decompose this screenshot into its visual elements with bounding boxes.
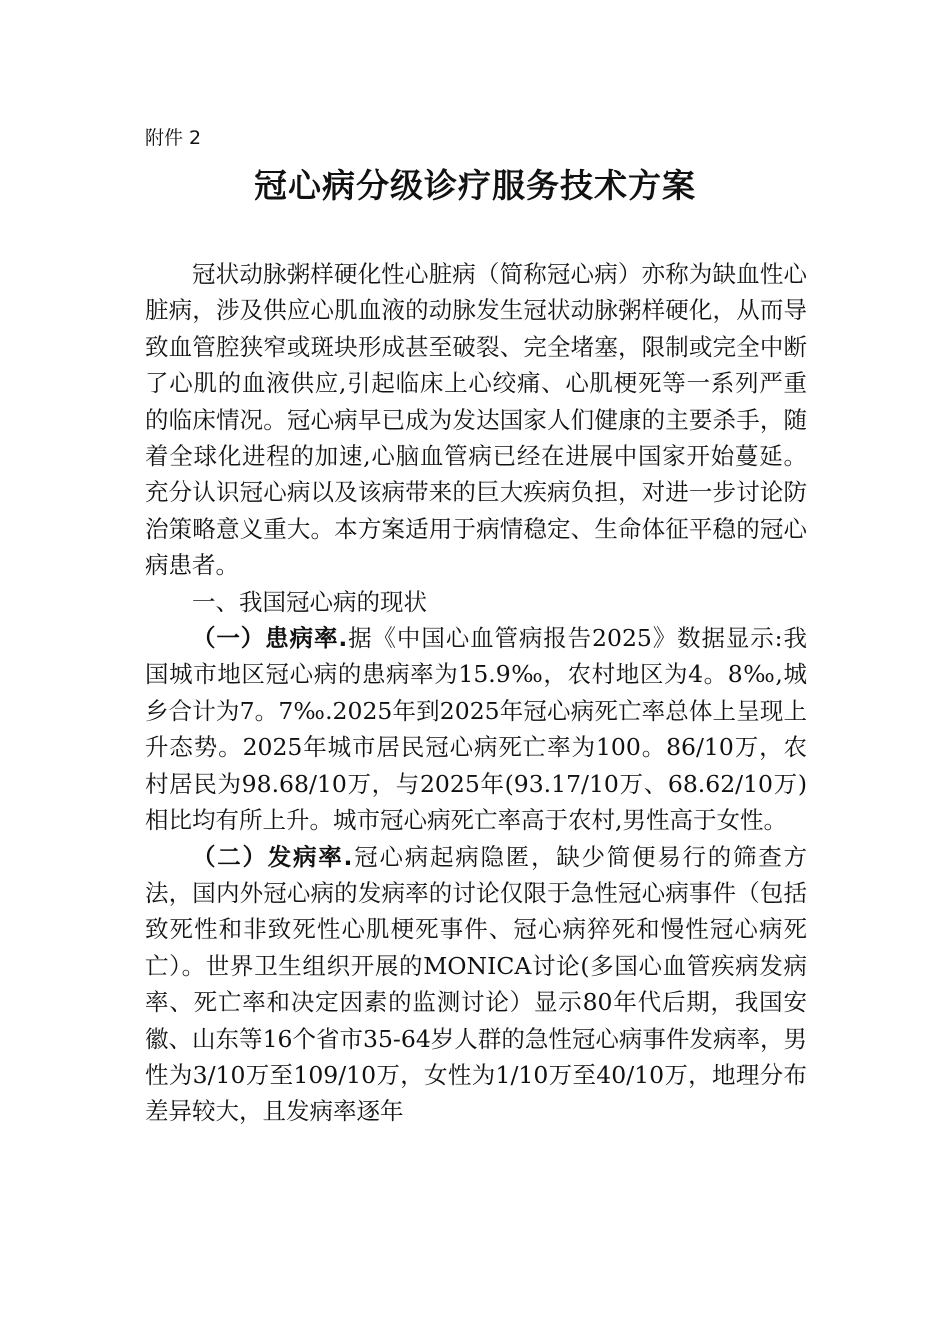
incidence-text: 冠心病起病隐匿，缺少简便易行的筛查方法，国内外冠心病的发病率的讨论仅限于急性冠心病事件（包括致死性和非致死性心肌梗死事件、冠心病猝死和慢性冠心病死亡）。世界卫生组织开展的MONICA讨论(多国心血管疾病发病率、死亡率和决定因素的监测讨论）显示80年代后期，我国安徽、山东等16个省市35-64岁人群的急性冠心病事件发病率，男性为3/10万至109/10万，女性为1/10万至40/10万，地理分布差异较大，且发病率逐年 (145, 842, 807, 1126)
attachment-label: 附件 2 (145, 127, 202, 149)
prevalence-heading: （一）患病率. (192, 624, 348, 653)
incidence-heading: （二）发病率. (192, 842, 353, 871)
prevalence-text: 据《中国心血管病报告2025》数据显示:我国城市地区冠心病的患病率为15.9‰，农村地区为4。8‰,城乡合计为7。7‰.2025年到2025年冠心病死亡率总体上呈现上升态势。2025年城市居民冠心病死亡率为100。86/10万，农村居民为98.68/10万，与2025年(93.17/10万、68.62/10万)相比均有所上升。城市冠心病死亡率高于农村,男性高于女性。 (145, 624, 807, 835)
section-heading-current-status: 一、我国冠心病的现状 (192, 587, 427, 616)
prevalence-paragraph (145, 620, 807, 838)
incidence-paragraph (145, 839, 807, 1130)
intro-paragraph: 冠状动脉粥样硬化性心脏病（简称冠心病）亦称为缺血性心脏病，涉及供应心肌血液的动脉发生冠状动脉粥样硬化，从而导致血管腔狭窄或斑块形成甚至破裂、完全堵塞，限制或完全中断了心肌的血液供应,引起临床上心绞痛、心肌梗死等一系列严重的临床情况。冠心病早已成为发达国家人们健康的主要杀手，随着全球化进程的加速,心脑血管病已经在进展中国家开始蔓延。充分认识冠心病以及该病带来的巨大疾病负担，对进一步讨论防治策略意义重大。本方案适用于病情稳定、生命体征平稳的冠心病患者。 (145, 260, 807, 580)
document-title: 冠心病分级诊疗服务技术方案 (254, 166, 696, 205)
document-body (145, 256, 807, 1130)
